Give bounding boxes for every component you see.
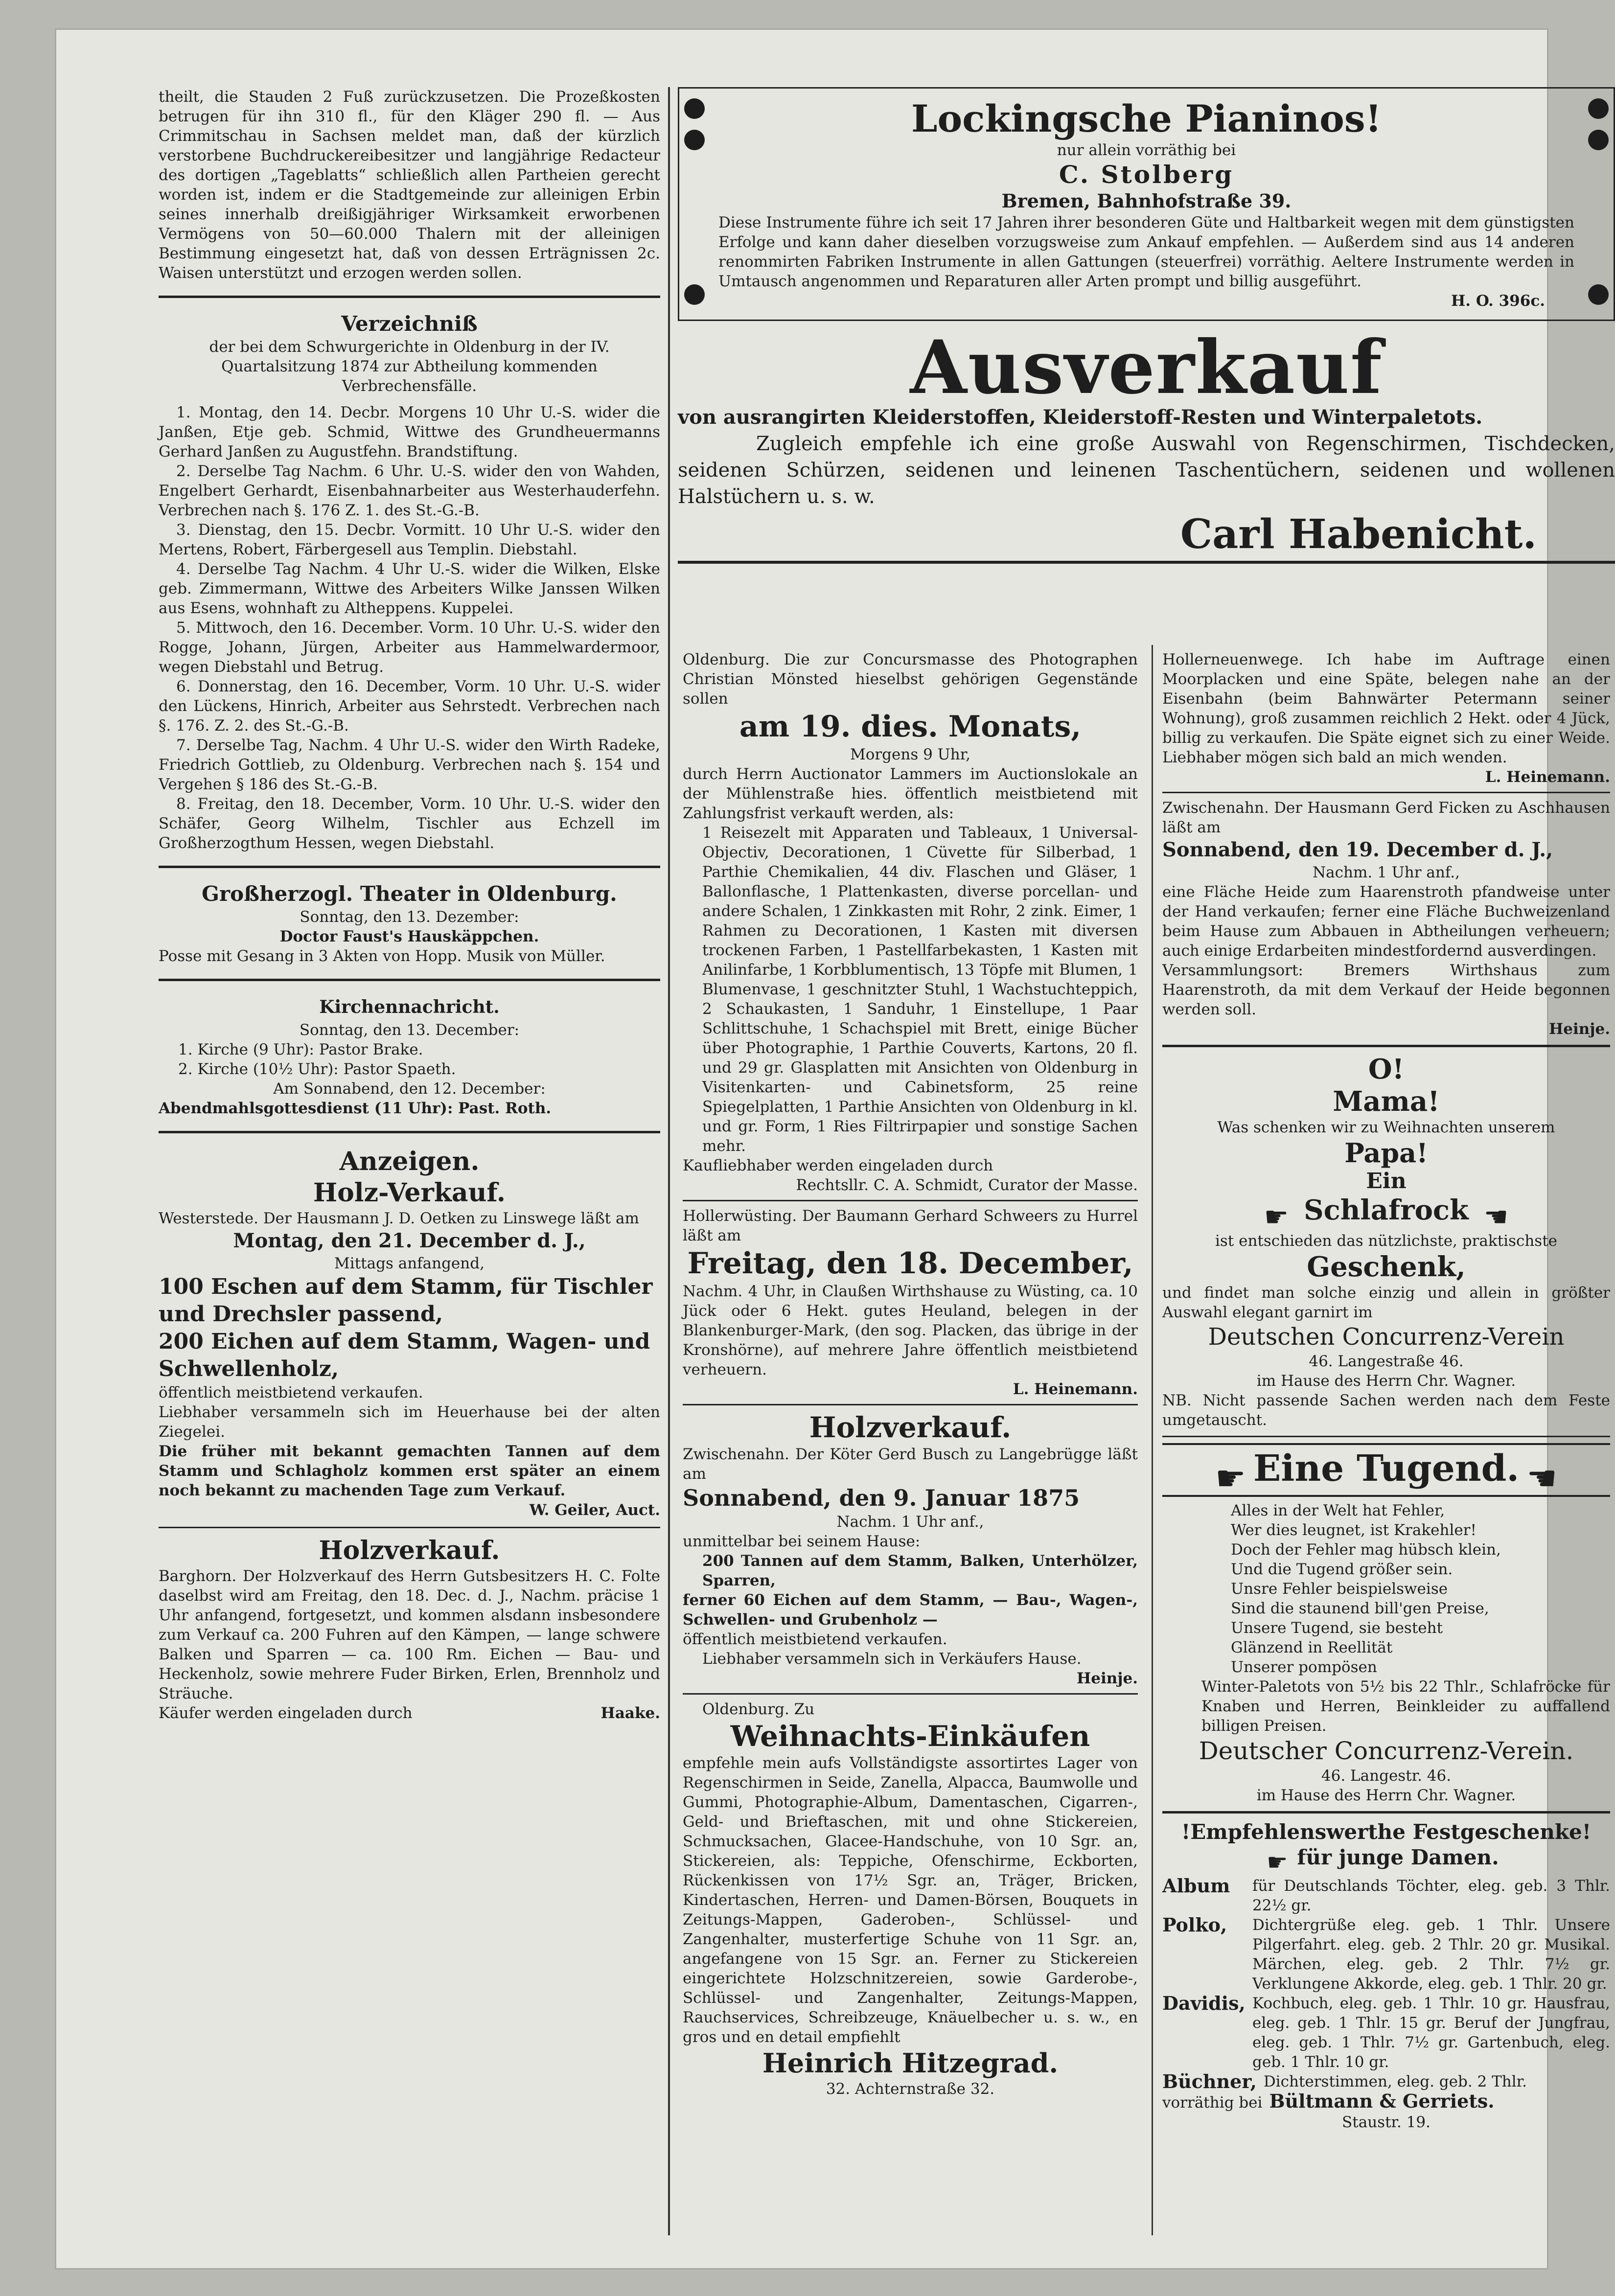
holzverkauf-text: öffentlich meistbietend verkaufen. [683,1630,947,1648]
verzeichnis-title: Verzeichniß [341,312,478,336]
holz-verkauf-intro: Westerstede. Der Hausmann J. D. Oetken zu Linswege läßt am [159,1210,639,1227]
hollerneuenwege-sign: L. Heinemann. [1485,768,1610,786]
fest-row [1162,1994,1610,2072]
divider [159,296,660,298]
verein-name: Deutschen Concurrenz-Verein [1208,1323,1565,1351]
holzverkauf-title: Holzverkauf. [809,1411,1012,1444]
fest-row [1162,1876,1610,1915]
tugend-text: Winter-Paletots von 5½ bis 22 Thlr., Schlafröcke für Knaben und Herren, Beinkleider zu auffallend billigen Preisen. [1201,1678,1610,1735]
fest-row-value: für Deutschlands Töchter, eleg. geb. 3 Thlr. 22½ gr. [1252,1877,1610,1914]
anzeigen-heading: Anzeigen. [339,1147,480,1176]
zwischenahn-text: Versammlungsort: Bremers Wirthshaus zum Haarenstroth, da mit dem Verkauf der Heide begonnen werden soll. [1162,962,1610,1018]
ausverkauf-title: Ausverkauf [910,324,1383,411]
poem-line: Glänzend in Reellität [1231,1639,1393,1656]
tugend-poem [1162,1501,1610,1677]
holzverkauf-date: Sonnabend, den 9. Januar 1875 [683,1485,1080,1511]
divider [159,1131,660,1133]
holzverkauf-time: Nachm. 1 Uhr anf., [836,1513,984,1531]
mama-text: und findet man solche einzig und allein in größter Auswahl elegant garnirt im [1162,1284,1610,1321]
holzverkauf-item: 200 Tannen auf dem Stamm, Balken, Unterhölzer, Sparren, [702,1552,1138,1589]
theater-play: Doctor Faust's Hauskäppchen. [279,928,539,945]
right-column [1162,650,1610,2132]
kirche-2: 2. Kirche (10½ Uhr): Pastor Spaeth. [178,1060,456,1078]
theater-desc: Posse mit Gesang in 3 Akten von Hopp. Musik von Müller. [159,947,605,965]
case-list [159,403,660,853]
ausverkauf-name: Carl Habenicht. [1180,511,1537,558]
fest-row [1162,1915,1610,1994]
fest-title: !Empfehlenswerthe Festgeschenke! [1181,1820,1592,1844]
verzeichnis-subtitle: der bei dem Schwurgerichte in Oldenburg in der IV. Quartalsitzung 1874 zur Abtheilung kommenden Verbrechensfälle. [209,338,610,395]
mama-ad [1162,1053,1610,1430]
concurs-invite: Kaufliebhaber werden eingeladen durch [683,1157,993,1174]
kirche-date: Sonntag, den 13. December: [299,1021,520,1039]
holz-verkauf-text: öffentlich meistbietend verkaufen. [159,1384,423,1401]
verzeichnis-section [159,311,660,853]
holz-verkauf-date: Montag, den 21. December d. J., [233,1229,586,1252]
holz-verkauf-title: Holz-Verkauf. [313,1178,506,1208]
case-item: 5. Mittwoch, den 16. December. Vorm. 10 Uhr. U.-S. wider den Rogge, Johann, Jürgen, Arbeiter aus Hammelwardermoor, wegen Diebstahl und Betrug. [159,619,660,676]
concurs-intro: Oldenburg. Die zur Concursmasse des Photographen Christian Mönsted hieselbst gehörigen Gegenstände sollen [683,651,1138,708]
pianos-sub: nur allein vorräthig bei [1057,141,1236,159]
pointing-hand-right-icon: ☛ [1264,1201,1289,1233]
divider [683,1200,1138,1201]
right-top [678,87,1615,564]
case-item: 6. Donnerstag, den 16. December, Vorm. 10 Uhr. U.-S. wider den Lückens, Hinrich, Arbeiter aus Sehrstedt. Verbrechen nach §. 176. Z. 2. des St.-G.-B. [159,678,660,735]
case-item: 3. Dienstag, den 15. Decbr. Vormitt. 10 Uhr U.-S. wider den Mertens, Robert, Färbergesell aus Templin. Diebstahl. [159,521,660,558]
mama-text: ist entschieden das nützlichste, praktischste [1215,1232,1558,1250]
tugend-title-row [1162,1443,1610,1497]
mama-o: O! [1368,1053,1405,1085]
fest-shop: Bültmann & Gerriets. [1269,2089,1495,2112]
holzverkauf-text: Liebhaber versammeln sich in Verkäufers Hause. [702,1650,1082,1668]
holzverkauf-zwischenahn-ad [683,1410,1138,1688]
concurs-date: am 19. dies. Monats, [739,710,1082,744]
tugend-address: 46. Langestr. 46. [1321,1767,1452,1785]
fest-row-value: Kochbuch, eleg. geb. 1 Thlr. 10 gr. Hausfrau, eleg. geb. 1 Thlr. 15 gr. Beruf der Jungfrau, eleg. geb. 1 Thlr. 7½ gr. Gartenbuch, eleg. geb. 1 Thlr. 10 gr. [1252,1994,1610,2071]
poem-line: Unserer pompösen [1231,1658,1377,1676]
fest-row-key: Polko, [1162,1913,1227,1936]
fest-row-value: Dichterstimmen, eleg. geb. 2 Thlr. [1263,2072,1527,2090]
fest-sub-row [1162,1845,1610,1876]
holzverkauf-text: unmittelbar bei seinem Hause: [683,1533,921,1550]
verein-owner: im Hause des Herrn Chr. Wagner. [1256,1372,1516,1390]
mama-ein: Ein [1366,1169,1407,1194]
divider [159,979,660,981]
mama-question: Was schenken wir zu Weihnachten unserem [1217,1119,1555,1136]
schlafrock-label: Schlafrock [1304,1194,1469,1226]
concurs-text: durch Herrn Auctionator Lammers im Auctionslokale an der Mühlenstraße hies. öffentlich meistbietend mit Zahlungsfrist verkauft werden, als: [683,765,1138,822]
tugend-owner: im Hause des Herrn Chr. Wagner. [1256,1787,1516,1804]
hollerneuenwege-body: Hollerneuenwege. Ich habe im Auftrage einen Moorplacken und eine Späte, belegen nahe an der Eisenbahn (beim Bahnwärter Petermann seiner Wohnung), groß zusammen reichlich 2 Hekt. oder 4 Jück, billig zu verkaufen. Die Späte eignet sich zu einer Weide. Liebhaber mögen sich bald an mich wenden. [1162,651,1610,766]
case-item: 7. Derselbe Tag, Nachm. 4 Uhr U.-S. wider den Wirth Radeke, Friedrich Gottlieb, zu Oldenburg. Verbrechen nach §. 154 und Vergehen § 186 des St.-G.-B. [159,736,660,793]
holzverkauf-item: ferner 60 Eichen auf dem Stamm, — Bau-, Wagen-, Schwellen- und Grubenholz — [683,1591,1138,1629]
weihnachts-body: empfehle mein aufs Vollständigste assortirtes Lager von Regenschirmen in Seide, Zanella, Alpacca, Baumwolle und Gummi, Photographie-Album, Damentaschen, Cigarren-, Geld- und Brieftaschen, mit und ohne Stickereien, Schmucksachen, Glacee-Handschuhe, von 10 Sgr. an, Stickereien, als: Teppiche, Ofenschirme, Eckborten, Rückenkissen von 17½ Sgr. an, Träger, Bricken, Kindertaschen, Herren- und Damen-Börsen, Bouquets in Zeitungs-Mappen, Gaderoben-, Schlüssel- und Zangenhalter, musterfertige Schuhe von 11 Sgr. an, angefangene von 15 Sgr. an. Ferner zu Stickereien eingerichtete Holzschnitzereien, sowie Garderobe-, Schlüssel- und Zangenhalter, Zeitungs-Mappen, Rauchservices, Schreibzeuge, Knäuelbecher u. s. w., en gros und en detail empfiehlt [683,1754,1138,2046]
bullet-icon [1588,98,1609,119]
theater-title: Großherzogl. Theater in Oldenburg. [202,882,617,906]
hollerwuesting-ad [683,1206,1138,1399]
holz-verkauf-item-1: 100 Eschen auf dem Stamm, für Tischler und Drechsler passend, [159,1274,653,1327]
column-rule [668,87,670,2235]
fest-address: Staustr. 19. [1342,2113,1430,2131]
pointing-hand-left-icon: ☚ [1526,1458,1558,1498]
pianos-address: Bremen, Bahnhofstraße 39. [1001,190,1292,212]
kirche-abendmahl: Abendmahlsgottesdienst (11 Uhr): Past. Roth. [159,1100,552,1117]
concurs-ad [683,650,1138,1195]
ausverkauf-line-1: von ausrangirten Kleiderstoffen, Kleiderstoff-Resten und Winterpaletots. [678,406,1483,429]
case-item: 2. Derselbe Tag Nachm. 6 Uhr. U.-S. wider den von Wahden, Engelbert Gerhardt, Eisenbahnarbeiter aus Westerhauderfehn. Verbrechen nach §. 176 Z. 1. des St.-G.-B. [159,462,660,519]
poem-line: Sind die staunend bill'gen Preise, [1231,1600,1489,1617]
hollerwuesting-intro: Hollerwüsting. Der Baumann Gerhard Schweers zu Hurrel läßt am [683,1207,1138,1244]
bullet-icon [684,284,705,305]
bullet-icon [684,98,705,119]
mama-geschenk: Geschenk, [1307,1250,1466,1283]
divider [683,1693,1138,1695]
pointing-hand-left-icon: ☚ [1483,1201,1509,1233]
poem-line: Wer dies leugnet, ist Krakehler! [1231,1521,1477,1539]
theater-date: Sonntag, den 13. Dezember: [300,908,519,926]
holzverkauf-intro: Zwischenahn. Der Köter Gerd Busch zu Langebrügge läßt am [683,1446,1138,1483]
fest-shop-row [1162,2091,1610,2112]
theater-section [159,881,660,966]
zwischenahn-sign: Heinje. [1548,1020,1610,1038]
hollerwuesting-text: Nachm. 4 Uhr, in Claußen Wirthshause zu Wüsting, ca. 10 Jück oder 6 Hekt. gutes Heuland, belegen in der Blankenburger-Mark, (den sog. Placken, das übrige in der Kronshörne), auf mehrere Jahre öffentlich meistbietend verheuern. [683,1283,1138,1378]
pianos-title: Lockingsche Pianinos! [911,97,1382,140]
middle-column [683,650,1138,2099]
case-item: 4. Derselbe Tag Nachm. 4 Uhr U.-S. wider die Wilken, Elske geb. Zimmermann, Wittwe des Arbeiters Wilke Janssen Wilken aus Esens, wohnhaft zu Altheppens. Kuppelei. [159,560,660,617]
fest-subtitle: für junge Damen. [1297,1845,1499,1869]
holz-verkauf-sign: W. Geiler, Auct. [529,1501,660,1519]
weihnachts-name: Heinrich Hitzegrad. [762,2047,1059,2079]
mama-title: Mama! [1333,1085,1440,1118]
zwischenahn-time: Nachm. 1 Uhr anf., [1313,864,1460,881]
divider [159,866,660,868]
fest-row-key: Büchner, [1162,2070,1257,2092]
pointing-hand-right-icon: ☛ [1215,1458,1246,1498]
ausverkauf-line-2: Zugleich empfehle ich eine große Auswahl von Regenschirmen, Tischdecken, seidenen Schürzen, seidenen und leinenen Taschentüchern, seidenen und wollenen Halstüchern u. s. w. [678,433,1615,508]
schlafrock-row [1162,1194,1610,1231]
poem-line: Unsere Tugend, sie besteht [1231,1619,1443,1637]
fest-row-value: Dichtergrüße eleg. geb. 1 Thlr. Unsere Pilgerfahrt. eleg. geb. 2 Thlr. 20 gr. Musikal. Märchen, eleg. geb. 2 Thlr. 7½ gr. Verklungene Akkorde, eleg. geb. 1 Thlr. 20 gr. [1252,1916,1610,1993]
fest-row-key: Davidis, [1162,1992,1246,2014]
holzverkauf-sign: Haake. [600,1704,660,1722]
divider [678,561,1615,564]
news-item-crimmitschau: theilt, die Stauden 2 Fuß zurückzusetzen. Die Prozeßkosten betrugen für ihn 310 fl., für den Kläger 290 fl. — Aus Crimmitschau in Sachsen meldet man, daß der kürzlich verstorbene Buchdruckereibesitzer und langjährige Redacteur des dortigen „Tageblatts“ schließlich allen Partheien gerecht worden ist, indem er die Stadtgemeinde zur alleinigen Erbin seines innerhalb dreißigjähriger Wirksamkeit erworbenen Vermögens von 50—60.000 Thalern mit der alleinigen Bestimmung eingesetzt hat, daß von dessen Erträgnissen 2c. Waisen unterstützt und erzogen werden sollen. [159,88,660,282]
festgeschenke-ad [1162,1819,1610,2132]
kirche-date-2: Am Sonnabend, den 12. December: [273,1080,546,1098]
kirche-title: Kirchennachricht. [319,997,500,1017]
zwischenahn-intro: Zwischenahn. Der Hausmann Gerd Ficken zu Aschhausen läßt am [1162,799,1610,836]
holz-verkauf-item-2: 200 Eichen auf dem Stamm, Wagen- und Schwellenholz, [159,1329,650,1381]
newspaper-page [55,28,1615,2270]
tugend-ad [1162,1443,1610,1806]
concurs-items: 1 Reisezelt mit Apparaten und Tableaux, 1 Universal-Objectiv, Decorationen, 1 Cüvette für Silberbad, 1 Parthie Chemikalien, 44 div. Flaschen und Gläser, 1 Ballonflasche, 1 Plattenkasten, diverse porcellan- und andere Schalen, 1 Zinkkasten mit Rohr, 2 zink. Eimer, 1 Rahmen zu Decorationen, 1 Kasten mit diversen trockenen Farben, 1 Pastellfarbekasten, 1 Kasten mit Anilinfarbe, 1 Korbblumentisch, 13 Töpfe mit Blumen, 1 Blumenvase, 1 geschnitzter Stuhl, 1 Wachstuchteppich, 2 Schaukasten, 1 Sanduhr, 1 Einstellupe, 1 Paar Schlittschuhe, 1 Schachspiel mit Brett, einige Bücher über Photographie, 1 Parthie Couverts, Kartons, 20 fl. und 29 gr. Glasplatten mit Ansichten von Oldenburg in Visitenkarten- und Cabinetsform, 25 reine Spiegelplatten, 1 Parthie Ansichten von Oldenburg in kl. und gr. Form, 1 Ries Filtrirpapier und sonstige Sachen mehr. [702,824,1138,1155]
zwischenahn-ad [1162,798,1610,1039]
case-item: 1. Montag, den 14. Decbr. Morgens 10 Uhr U.-S. wider die Janßen, Etje geb. Schmid, Wittwe des Grundheuermanns Gerhard Janßen zu Augustfehn. Brandstiftung. [159,404,660,460]
divider [159,1527,660,1528]
zwischenahn-date: Sonnabend, den 19. December d. J., [1162,838,1553,861]
tugend-title: Eine Tugend. [1253,1447,1520,1490]
fest-row-key: Album [1162,1874,1230,1897]
fest-vorraethig: vorräthig bei [1162,2093,1263,2112]
holz-verkauf-time: Mittags anfangend, [334,1255,484,1272]
bullet-icon [1588,284,1609,305]
tugend-verein: Deutscher Concurrenz-Verein. [1199,1737,1574,1765]
weihnachts-ad [683,1699,1138,2099]
divider [683,1404,1138,1405]
mama-papa: Papa! [1344,1137,1428,1169]
bullet-icon [684,130,705,150]
kirche-section [159,994,660,1118]
weihnachts-address: 32. Achternstraße 32. [826,2080,995,2098]
pointing-hand-right-icon: ☛ [1267,1848,1288,1876]
concurs-time: Morgens 9 Uhr, [850,746,971,763]
holz-verkauf-text: Liebhaber versammeln sich im Heuerhause bei der alten Ziegelei. [159,1403,660,1441]
pianos-dealer: C. Stolberg [1059,160,1234,189]
ausverkauf-ad [678,324,1615,559]
bullet-icon [1588,130,1609,150]
pianos-body: Diese Instrumente führe ich seit 17 Jahren ihrer besonderen Güte und Haltbarkeit wegen mit dem günstigsten Erfolge und kann daher dieselben vorzugsweise zum Ankauf empfehlen. — Außerdem sind aus 14 anderen renommirten Fabriken Instrumente in allen Gattungen (steuerfrei) vorräthig. Aeltere Instrumente werden in Umtausch angenommen und Reparaturen aller Arten prompt und billig ausgeführt. [718,214,1574,290]
poem-line: Doch der Fehler mag hübsch klein, [1231,1541,1501,1559]
hollerwuesting-sign: L. Heinemann. [1013,1380,1138,1398]
weihnachts-title: Weihnachts-Einkäufen [730,1720,1090,1753]
poem-line: Und die Tugend größer sein. [1231,1561,1453,1578]
holzverkauf-text: Barghorn. Der Holzverkauf des Herrn Gutsbesitzers H. C. Folte daselbst wird am Freitag, den 18. Dec. d. J., Nachm. präcise 1 Uhr anfangend, fortgesetzt, und kommen alsdann insbesondere zum Verkauf ca. 200 Fuhren auf den Kämpen, — lange schwere Balken und Sparren — ca. 100 Rm. Eichen — Bau- und Heckenholz, sowie mehrere Fuder Birken, Erlen, Brennholz und Sträuche. [159,1567,660,1702]
pianos-ad [678,87,1615,321]
hollerneuenwege-ad [1162,650,1610,787]
poem-line: Unsre Fehler beispielsweise [1231,1580,1448,1598]
pianos-code: H. O. 396c. [1451,292,1545,310]
column-rule [1152,645,1153,2235]
holz-verkauf-ad [159,1177,660,1520]
poem-line: Alles in der Welt hat Fehler, [1231,1502,1445,1519]
divider [1162,1045,1610,1047]
divider [1162,792,1610,793]
verein-address: 46. Langestraße 46. [1309,1352,1464,1370]
verein-note: NB. Nicht passende Sachen werden nach dem Feste umgetauscht. [1162,1391,1610,1429]
hollerwuesting-date: Freitag, den 18. December, [687,1246,1133,1281]
fest-row [1162,2072,1610,2091]
holzverkauf-invite: Käufer werden eingeladen durch [159,1704,413,1722]
divider [1162,1436,1610,1437]
divider [1162,1811,1610,1814]
weihnachts-intro: Oldenburg. Zu [702,1700,815,1718]
holzverkauf-title: Holzverkauf. [319,1536,500,1565]
case-item: 8. Freitag, den 18. December, Vorm. 10 Uhr. U.-S. wider den Schäfer, Georg Wilhelm, Tischler aus Echzell im Großherzogthum Hessen, wegen Diebstahl. [159,795,660,852]
holzverkauf-sign: Heinje. [1076,1670,1138,1687]
kirche-1: 1. Kirche (9 Uhr): Pastor Brake. [178,1041,423,1058]
left-column [159,87,660,1723]
holz-verkauf-text: Die früher mit bekannt gemachten Tannen auf dem Stamm und Schlagholz kommen erst später an einem noch bekannt zu machenden Tage zum Verkauf. [159,1443,660,1499]
holzverkauf-barghorn-ad [159,1535,660,1723]
concurs-sign: Rechtsllr. C. A. Schmidt, Curator der Masse. [796,1176,1138,1194]
zwischenahn-text: eine Fläche Heide zum Haarenstroth pfandweise unter der Hand verkaufen; ferner eine Fläche Buchweizenland beim Hause zum Abbauen in Abtheilungen verheuern; auch einige Erdarbeiten mindestfordernd ausverdingen. [1162,883,1610,960]
